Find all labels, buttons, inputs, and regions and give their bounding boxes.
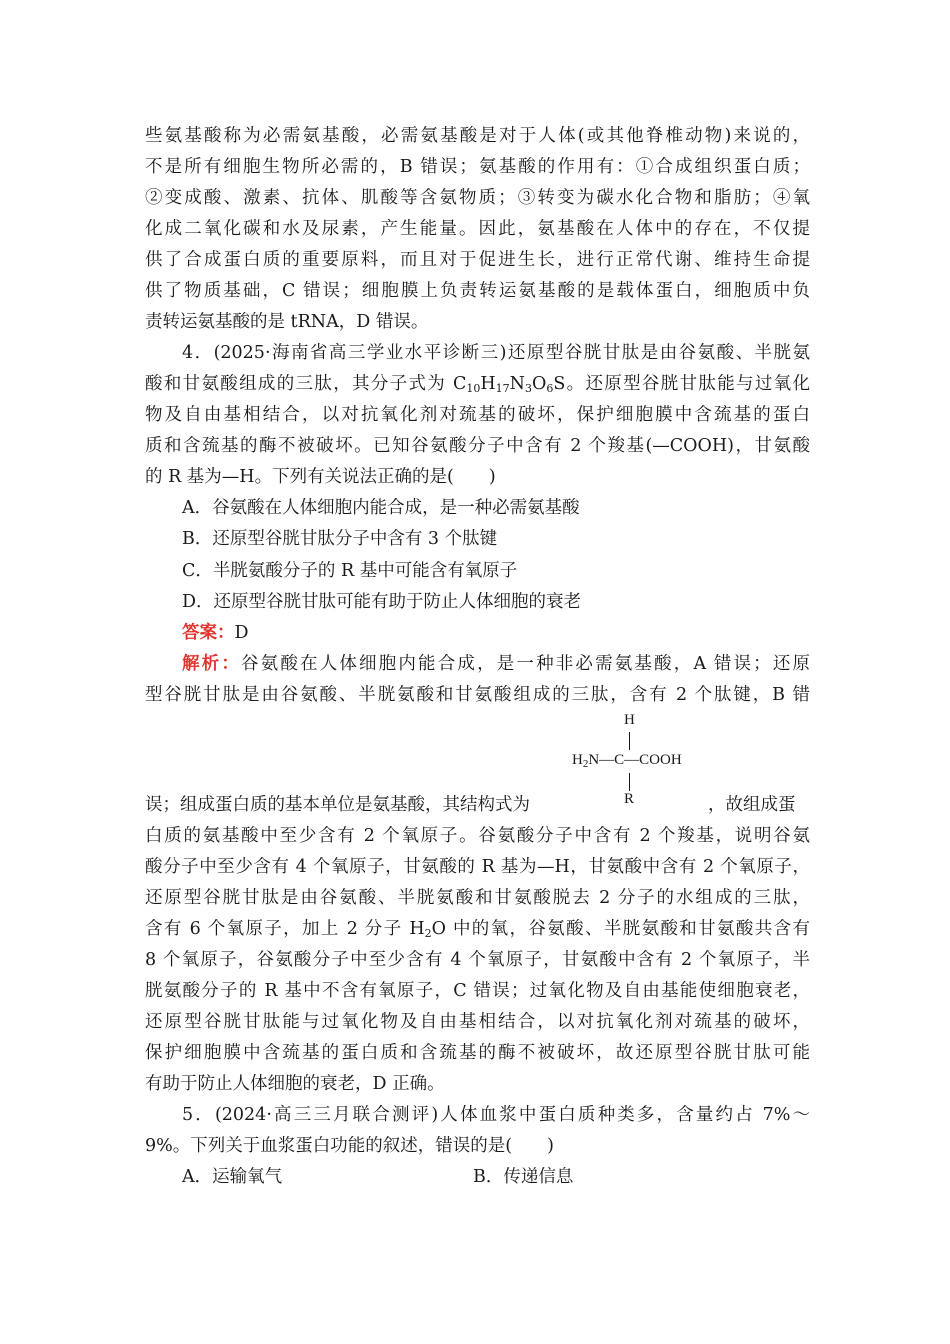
text-line: 物及自由基相结合，以对抗氧化剂对巯基的破坏，保护细胞膜中含巯基的蛋白 — [145, 405, 810, 425]
option-c: C．半胱氨酸分子的 R 基中可能含有氧原子 — [182, 561, 518, 581]
text-line: ②变成酸、激素、抗体、肌酸等含氨物质；③转变为碳水化合物和脂肪；④氧 — [145, 188, 810, 208]
question-4-stem-line2: 酸和甘氨酸组成的三肽，其分子式为 $C_{10}H_{17}N_3O_6S$。还原型谷胱甘肽能与过氧化 — [145, 374, 810, 395]
text-line: 不是所有细胞生物所必需的，B 错误；氨基酸的作用有：①合成组织蛋白质； — [145, 157, 810, 177]
option-a: A．谷氨酸在人体细胞内能合成，是一种必需氨基酸 — [182, 498, 580, 518]
text-line: 有助于防止人体细胞的衰老，D 正确。 — [145, 1074, 445, 1094]
text-line: 还原型谷胱甘肽能与过氧化物及自由基相结合，以对抗氧化剂对巯基的破坏， — [145, 1012, 810, 1032]
text-line: 白质的氨基酸中至少含有 2 个氧原子。谷氨酸分子中含有 2 个羧基，说明谷氨 — [145, 826, 810, 846]
analysis-line: 解析：谷氨酸在人体细胞内能合成，是一种非必需氨基酸，A 错误；还原 — [182, 654, 810, 674]
text-line: 还原型谷胱甘肽是由谷氨酸、半胱氨酸和甘氨酸脱去 2 分子的水组成的三肽， — [145, 888, 810, 908]
formula-top-h: H — [624, 712, 635, 728]
text-line: 的 R 基为—H。下列有关说法正确的是( ) — [145, 467, 496, 487]
text-line: 供了合成蛋白质的重要原料，而且对于促进生长，进行正常代谢、维持生命提 — [145, 250, 810, 270]
text-line: 质和含巯基的酶不被破坏。已知谷氨酸分子中含有 2 个羧基(—COOH)，甘氨酸 — [145, 436, 810, 456]
text-line: 含有 6 个氧原子，加上 2 分子 $H_2O$ 中的氧，谷氨酸、半胱氨酸和甘氨酸共含有 — [145, 919, 810, 940]
text-line: 9%。下列关于血浆蛋白功能的叙述，错误的是( ) — [145, 1136, 554, 1156]
formula-r-group: R — [624, 791, 635, 807]
text-line: 酸分子中至少含有 4 个氧原子，甘氨酸的 R 基为—H，甘氨酸中含有 2 个氧原子， — [145, 857, 810, 877]
answer-label: 答案： — [182, 623, 235, 643]
text-line: 化成二氧化碳和水及尿素，产生能量。因此，氨基酸在人体中的存在，不仅提 — [145, 219, 810, 239]
text-line: 胱氨酸分子的 R 基中不含有氧原子，C 错误；过氧化物及自由基能使细胞衰老， — [145, 981, 810, 1001]
question-5-stem: 5．(2024·高三三月联合测评)人体血浆中蛋白质种类多，含量约占 7%～ — [182, 1105, 810, 1125]
q5-option-a: A．运输氧气 — [182, 1167, 283, 1187]
text-line: 供了物质基础，C 错误；细胞膜上负责转运氨基酸的是载体蛋白，细胞质中负 — [145, 281, 810, 301]
question-4-stem: 4．(2025·海南省高三学业水平诊断三)还原型谷胱甘肽是由谷氨酸、半胱氨 — [182, 343, 810, 363]
option-d: D．还原型谷胱甘肽可能有助于防止人体细胞的衰老 — [182, 592, 582, 612]
answer-line — [182, 618, 810, 648]
option-b: B．还原型谷胱甘肽分子中含有 3 个肽键 — [182, 529, 498, 549]
q5-option-b: B．传递信息 — [473, 1167, 574, 1187]
text-line: 些氨基酸称为必需氨基酸，必需氨基酸是对于人体(或其他脊椎动物)来说的， — [145, 126, 810, 146]
formula-bond-bottom — [629, 773, 630, 791]
formula-bond-top — [629, 732, 630, 750]
analysis-label: 解析： — [182, 654, 242, 674]
text-line: 保护细胞膜中含巯基的蛋白质和含巯基的酶不被破坏，故还原型谷胱甘肽可能 — [145, 1043, 810, 1063]
text-line: 责转运氨基酸的是 tRNA，D 错误。 — [145, 312, 429, 332]
answer-value: D — [234, 623, 249, 643]
text-line: 误；组成蛋白质的基本单位是氨基酸，其结构式为 ，故组成蛋 — [145, 795, 796, 815]
text-line: 8 个氧原子，谷氨酸分子中至少含有 4 个氧原子，甘氨酸中含有 2 个氧原子，半 — [145, 950, 810, 970]
text-line: 型谷胱甘肽是由谷氨酸、半胱氨酸和甘氨酸组成的三肽，含有 2 个肽键，B 错 — [145, 685, 810, 705]
formula-amino-group: $H_2N—C—COOH$ — [572, 752, 682, 770]
